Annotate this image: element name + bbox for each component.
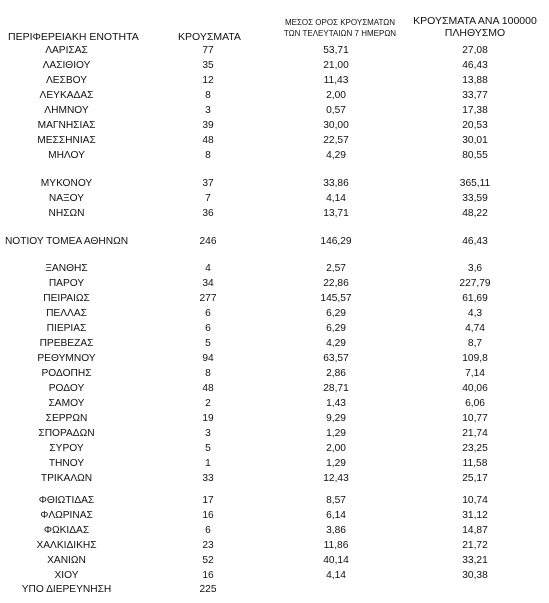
region-cell: ΧΙΟΥ — [54, 570, 79, 581]
per100k-cell: 109,8 — [462, 353, 488, 364]
region-cell: ΛΗΜΝΟΥ — [44, 105, 89, 116]
cases-cell: 5 — [205, 443, 211, 454]
table-row — [0, 104, 549, 118]
cases-cell: 6 — [205, 525, 211, 536]
cases-cell: 8 — [205, 90, 211, 101]
cases-cell: 246 — [199, 236, 217, 247]
table-row — [0, 583, 549, 597]
average-cell: 11,86 — [323, 540, 349, 551]
cases-cell: 7 — [205, 193, 211, 204]
per100k-cell: 30,38 — [462, 570, 488, 581]
average-cell: 4,14 — [326, 570, 346, 581]
average-cell: 30,00 — [323, 120, 349, 131]
average-cell: 63,57 — [323, 353, 349, 364]
per100k-cell: 13,88 — [462, 75, 488, 86]
table-row — [0, 292, 549, 306]
region-cell: ΣΕΡΡΩΝ — [45, 413, 88, 424]
per100k-cell: 4,74 — [465, 323, 485, 334]
table-row — [0, 494, 549, 508]
cases-cell: 23 — [202, 540, 214, 551]
region-cell: ΦΩΚΙΔΑΣ — [43, 525, 90, 536]
region-cell: ΠΡΕΒΕΖΑΣ — [39, 338, 94, 349]
region-cell: ΠΙΕΡΙΑΣ — [46, 323, 87, 334]
table-row — [0, 442, 549, 456]
cases-cell: 94 — [202, 353, 214, 364]
region-cell: ΡΕΘΥΜΝΟΥ — [37, 353, 96, 364]
table-row — [0, 89, 549, 103]
cases-cell: 3 — [205, 428, 211, 439]
region-cell: ΥΠΟ ΔΙΕΡΕΥΝΗΣΗ — [21, 584, 112, 595]
average-cell: 40,14 — [323, 555, 349, 566]
average-cell: 9,29 — [326, 413, 346, 424]
per100k-cell: 10,74 — [462, 495, 488, 506]
average-cell: 4,29 — [326, 338, 346, 349]
region-cell: ΜΗΛΟΥ — [48, 150, 85, 161]
table-row — [0, 307, 549, 321]
per100k-cell: 80,55 — [462, 150, 488, 161]
header-average — [280, 17, 400, 39]
per100k-cell: 40,06 — [462, 383, 488, 394]
table-row — [0, 509, 549, 523]
per100k-cell: 21,72 — [462, 540, 488, 551]
per100k-cell: 3,6 — [467, 263, 483, 274]
cases-cell: 4 — [205, 263, 211, 274]
region-cell: ΣΠΟΡΑΔΩΝ — [38, 428, 95, 439]
per100k-cell: 31,12 — [462, 510, 488, 521]
average-cell: 2,57 — [326, 263, 346, 274]
table-row — [0, 192, 549, 206]
per100k-cell: 20,53 — [462, 120, 488, 131]
table-row — [0, 539, 549, 553]
average-cell: 2,00 — [326, 90, 346, 101]
region-cell: ΦΛΩΡΙΝΑΣ — [40, 510, 93, 521]
cases-cell: 48 — [202, 383, 214, 394]
region-cell: ΜΥΚΟΝΟΥ — [40, 178, 93, 189]
table-row — [0, 322, 549, 336]
region-cell: ΧΑΛΚΙΔΙΚΗΣ — [36, 540, 97, 551]
cases-cell: 6 — [205, 323, 211, 334]
per100k-cell: 4,3 — [467, 308, 483, 319]
average-cell: 13,71 — [323, 208, 349, 219]
region-cell: ΣΑΜΟΥ — [48, 398, 85, 409]
table-row — [0, 119, 549, 133]
per100k-cell: 227,79 — [459, 278, 491, 289]
per100k-cell: 33,21 — [462, 555, 488, 566]
region-cell: ΤΡΙΚΑΛΩΝ — [40, 473, 93, 484]
average-cell: 3,86 — [326, 525, 346, 536]
average-cell: 1,29 — [326, 428, 346, 439]
average-cell: 6,14 — [326, 510, 346, 521]
table-row — [0, 457, 549, 471]
cases-cell: 52 — [202, 555, 214, 566]
per100k-cell: 25,17 — [462, 473, 488, 484]
table-row — [0, 412, 549, 426]
table-row — [0, 262, 549, 276]
table-row — [0, 569, 549, 583]
cases-cell: 16 — [202, 510, 214, 521]
table-row — [0, 59, 549, 73]
cases-cell: 8 — [205, 368, 211, 379]
average-cell: 22,57 — [323, 135, 349, 146]
cases-cell: 77 — [202, 45, 214, 56]
cases-cell: 17 — [202, 495, 214, 506]
cases-cell: 35 — [202, 60, 214, 71]
table-row — [0, 44, 549, 58]
average-cell: 22,86 — [323, 278, 349, 289]
cases-cell: 8 — [205, 150, 211, 161]
per100k-cell: 46,43 — [462, 60, 488, 71]
table-row — [0, 177, 549, 191]
cases-cell: 3 — [205, 105, 211, 116]
average-cell: 2,00 — [326, 443, 346, 454]
cases-cell: 36 — [202, 208, 214, 219]
table-row — [0, 472, 549, 486]
region-cell: ΤΗΝΟΥ — [48, 458, 85, 469]
per100k-cell: 48,22 — [462, 208, 488, 219]
cases-cell: 39 — [202, 120, 214, 131]
table-row — [0, 397, 549, 411]
per100k-cell: 33,77 — [462, 90, 488, 101]
average-cell: 11,43 — [323, 75, 349, 86]
header-region: ΠΕΡΙΦΕΡΕΙΑΚΗ ΕΝΟΤΗΤΑ — [8, 31, 139, 43]
cases-cell: 34 — [202, 278, 214, 289]
average-cell: 0,57 — [326, 105, 346, 116]
region-cell: ΝΑΞΟΥ — [48, 193, 85, 204]
per100k-cell: 17,38 — [462, 105, 488, 116]
cases-cell: 2 — [205, 398, 211, 409]
average-cell: 4,29 — [326, 150, 346, 161]
average-cell: 145,57 — [320, 293, 352, 304]
region-cell: ΣΥΡΟΥ — [49, 443, 84, 454]
cases-cell: 12 — [202, 75, 214, 86]
per100k-cell: 21,74 — [462, 428, 488, 439]
table-row — [0, 134, 549, 148]
region-cell: ΛΑΣΙΘΙΟΥ — [42, 60, 91, 71]
region-cell: ΧΑΝΙΩΝ — [47, 555, 86, 566]
cases-cell: 5 — [205, 338, 211, 349]
table-row — [0, 235, 549, 249]
table-row — [0, 277, 549, 291]
region-cell: ΠΑΡΟΥ — [48, 278, 85, 289]
cases-cell: 277 — [199, 293, 217, 304]
region-cell: ΦΘΙΩΤΙΔΑΣ — [38, 495, 95, 506]
average-cell: 28,71 — [323, 383, 349, 394]
average-cell: 6,29 — [326, 323, 346, 334]
table-row — [0, 74, 549, 88]
cases-cell: 16 — [202, 570, 214, 581]
table-row — [0, 524, 549, 538]
average-cell: 4,14 — [326, 193, 346, 204]
region-cell: ΜΕΣΣΗΝΙΑΣ — [37, 135, 96, 146]
table-row — [0, 427, 549, 441]
region-cell: ΛΕΣΒΟΥ — [45, 75, 88, 86]
per100k-cell: 23,25 — [462, 443, 488, 454]
per100k-cell: 33,59 — [462, 193, 488, 204]
average-cell: 6,29 — [326, 308, 346, 319]
header-cases: ΚΡΟΥΣΜΑΤΑ — [178, 31, 241, 43]
per100k-cell: 10,77 — [462, 413, 488, 424]
per100k-cell: 7,14 — [465, 368, 485, 379]
per100k-cell: 46,43 — [462, 236, 488, 247]
cases-cell: 37 — [202, 178, 214, 189]
region-cell: ΜΑΓΝΗΣΙΑΣ — [37, 120, 96, 131]
table-row — [0, 367, 549, 381]
cases-cell: 6 — [205, 308, 211, 319]
average-cell: 8,57 — [326, 495, 346, 506]
average-cell: 1,43 — [326, 398, 346, 409]
per100k-cell: 14,87 — [462, 525, 488, 536]
region-cell: ΠΕΛΛΑΣ — [46, 308, 87, 319]
table-row — [0, 352, 549, 366]
average-cell: 53,71 — [323, 45, 349, 56]
header-per100k — [405, 15, 545, 39]
region-cell: ΠΕΙΡΑΙΩΣ — [43, 293, 90, 304]
average-cell: 146,29 — [320, 236, 352, 247]
per100k-cell: 30,01 — [462, 135, 488, 146]
cases-cell: 33 — [202, 473, 214, 484]
header-average-line2: ΤΩΝ ΤΕΛΕΥΤΑΙΩΝ 7 ΗΜΕΡΩΝ — [283, 29, 397, 38]
region-cell: ΝΟΤΙΟΥ ΤΟΜΕΑ ΑΘΗΝΩΝ — [4, 236, 129, 247]
header-average-line1: ΜΕΣΟΣ ΟΡΟΣ ΚΡΟΥΣΜΑΤΩΝ — [284, 18, 396, 27]
average-cell: 2,86 — [326, 368, 346, 379]
per100k-cell: 365,11 — [459, 178, 491, 189]
region-cell: ΛΕΥΚΑΔΑΣ — [39, 90, 94, 101]
region-cell: ΛΑΡΙΣΑΣ — [45, 45, 88, 56]
cases-cell: 1 — [205, 458, 211, 469]
average-cell: 12,43 — [323, 473, 349, 484]
table-row — [0, 382, 549, 396]
header-per100k-line1: ΚΡΟΥΣΜΑΤΑ ΑΝΑ 100000 — [413, 15, 537, 27]
region-cell: ΝΗΣΩΝ — [48, 208, 85, 219]
region-cell: ΡΟΔΟΠΗΣ — [41, 368, 92, 379]
cases-cell: 225 — [199, 584, 217, 595]
region-cell: ΞΑΝΘΗΣ — [45, 263, 88, 274]
header-per100k-line2: ΠΛΗΘΥΣΜΟ — [444, 27, 506, 39]
per100k-cell: 6,06 — [465, 398, 485, 409]
per100k-cell: 8,7 — [467, 338, 483, 349]
table-row — [0, 207, 549, 221]
table-row — [0, 149, 549, 163]
average-cell: 1,29 — [326, 458, 346, 469]
cases-cell: 19 — [202, 413, 214, 424]
cases-cell: 48 — [202, 135, 214, 146]
region-cell: ΡΟΔΟΥ — [48, 383, 85, 394]
average-cell: 21,00 — [323, 60, 349, 71]
per100k-cell: 27,08 — [462, 45, 488, 56]
table-row — [0, 554, 549, 568]
table-row — [0, 337, 549, 351]
per100k-cell: 61,69 — [462, 293, 488, 304]
per100k-cell: 11,58 — [462, 458, 488, 469]
average-cell: 33,86 — [323, 178, 349, 189]
